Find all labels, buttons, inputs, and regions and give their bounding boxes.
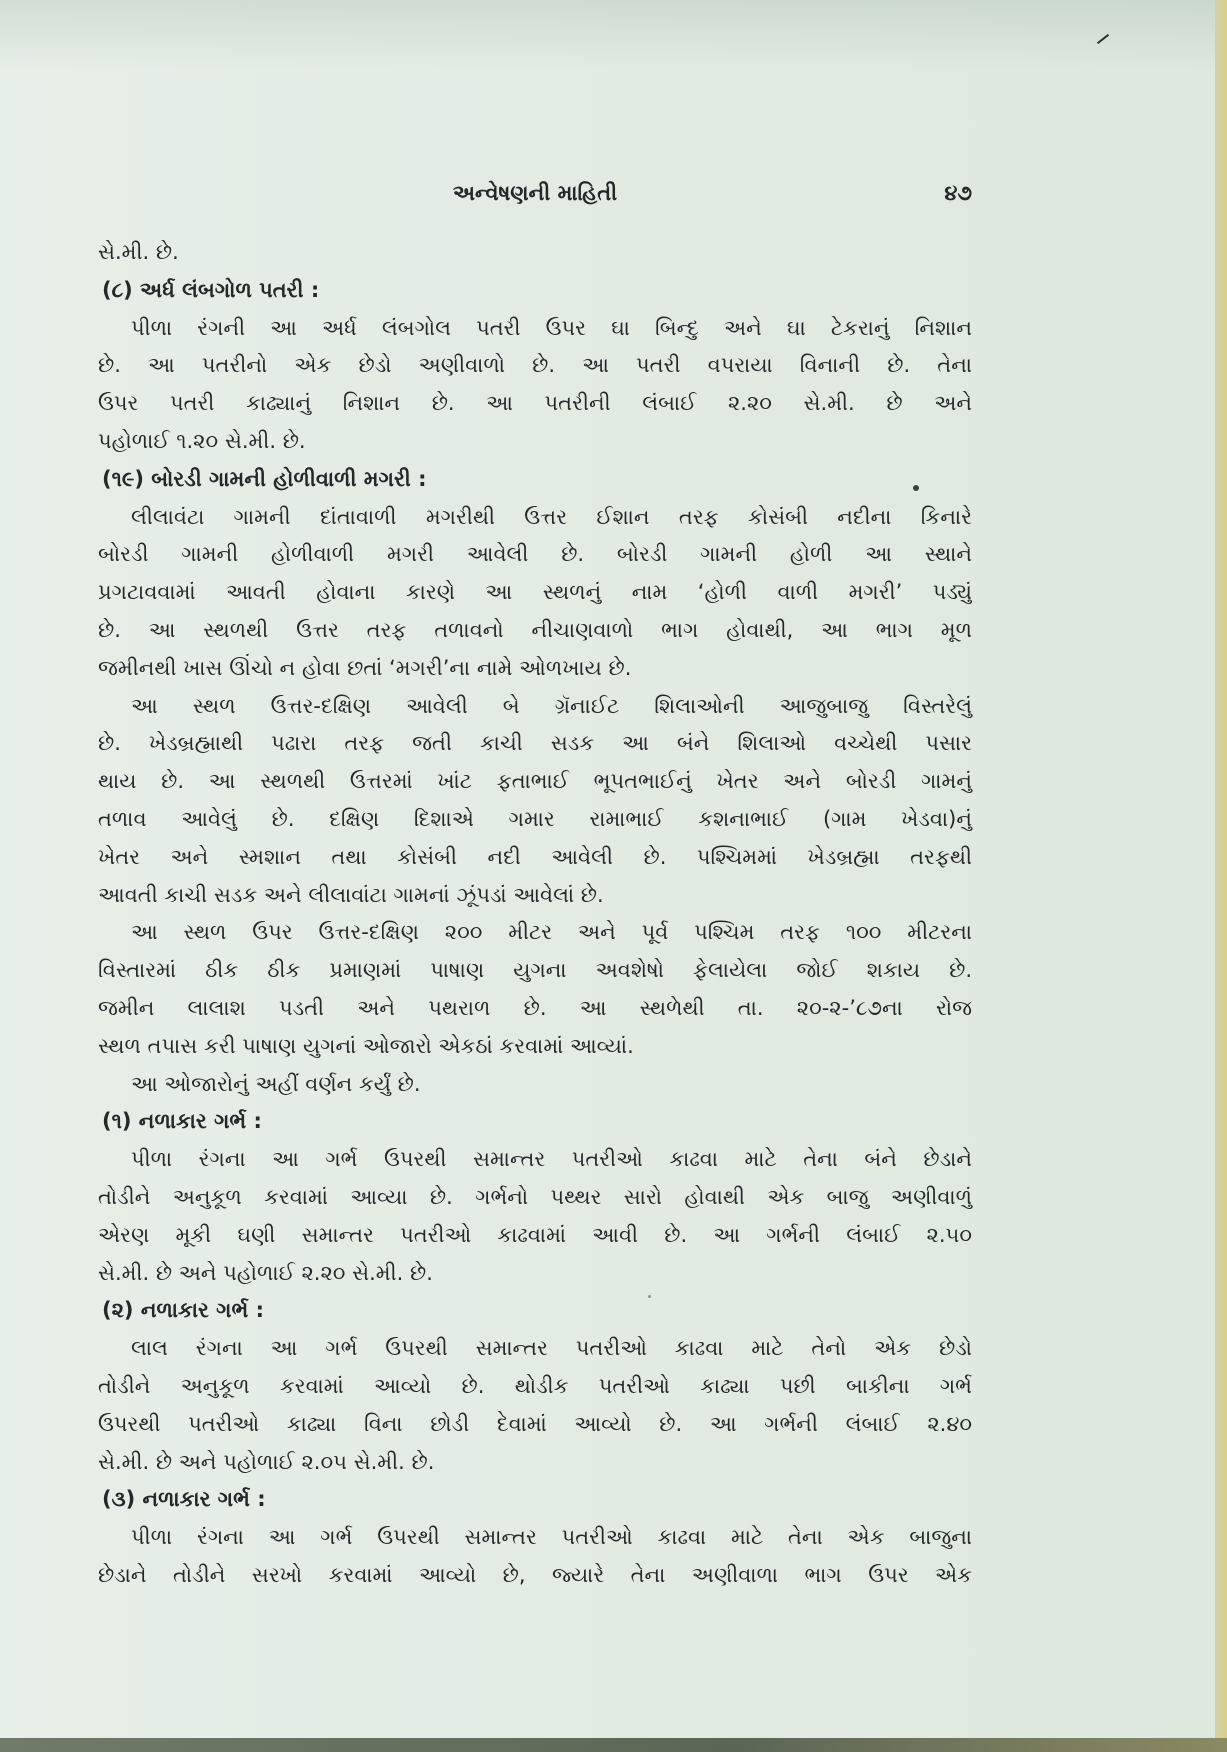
running-header-title: અન્વેષણની માહિતી bbox=[452, 181, 618, 205]
body-line: જમીનથી ખાસ ઊંચો ન હોવા છતાં ‘મગરી’ના નામે ઓળખાય છે. bbox=[98, 655, 632, 680]
section-heading bbox=[98, 461, 972, 499]
paragraph bbox=[98, 1141, 972, 1292]
body-line: પીળા રંગની આ અર્ધ લંબગોલ પતરી ઉપર ઘા બિન્દુ અને ઘા ટેકરાનું નિશાન bbox=[131, 315, 972, 340]
body-line: તોડીને અનુકૂળ કરવામાં આવ્યા છે. ગર્ભનો પથ્થર સારો હોવાથી એક બાજુ અણીવાળું bbox=[98, 1184, 972, 1209]
body-line: છે. આ સ્થળથી ઉત્તર તરફ તળાવનો નીચાણવાળો ભાગ હોવાથી, આ ભાગ મૂળ bbox=[98, 617, 972, 642]
paragraph bbox=[98, 1330, 972, 1481]
heading-text: (૮) અર્ધ લંબગોળ પતરી : bbox=[102, 277, 320, 302]
heading-text: (૧) નળાકાર ગર્ભ : bbox=[102, 1109, 262, 1134]
body-line: છે. ખેડબ્રહ્માથી પઢારા તરફ જતી કાચી સડક આ બંને શિલાઓ વચ્ચેથી પસાર bbox=[98, 731, 972, 756]
paragraph bbox=[98, 1519, 972, 1595]
body-line: પહોળાઈ ૧.૨૦ સે.મી. છે. bbox=[98, 428, 306, 453]
body-line: વિસ્તારમાં ઠીક ઠીક પ્રમાણમાં પાષાણ યુગના અવશેષો ફેલાયેલા જોઈ શકાય છે. bbox=[98, 958, 972, 983]
page-number: ૪૭ bbox=[944, 181, 972, 205]
heading-text: (૨) નળાકાર ગર્ભ : bbox=[102, 1298, 264, 1323]
body-line: છેડાને તોડીને સરખો કરવામાં આવ્યો છે, જ્યારે તેના અણીવાળા ભાગ ઉપર એક bbox=[98, 1562, 972, 1587]
paragraph bbox=[98, 499, 972, 688]
body-line: સે.મી. છે અને પહોળાઈ ૨.૦૫ સે.મી. છે. bbox=[98, 1449, 435, 1474]
body-line: જમીન લાલાશ પડતી અને પથરાળ છે. આ સ્થળેથી તા. ૨૦-૨-’૮૭ના રોજ bbox=[98, 995, 972, 1020]
body-line: ખેતર અને સ્મશાન તથા કોસંબી નદી આવેલી છે. પશ્ચિમમાં ખેડબ્રહ્મા તરફથી bbox=[98, 844, 972, 869]
paragraph bbox=[98, 688, 972, 915]
paragraph bbox=[98, 310, 972, 461]
paragraph bbox=[98, 914, 972, 1065]
body-line: તોડીને અનુકૂળ કરવામાં આવ્યો છે. થોડીક પતરીઓ કાઢ્યા પછી બાકીના ગર્ભ bbox=[98, 1373, 972, 1398]
body-line: થાય છે. આ સ્થળથી ઉત્તરમાં ખાંટ ફતાભાઈ ભૂપતભાઈનું ખેતર અને બોરડી ગામનું bbox=[98, 769, 972, 794]
continued-text bbox=[98, 234, 972, 272]
section-heading bbox=[98, 1481, 972, 1519]
body-line: આવતી કાચી સડક અને લીલાવાંટા ગામનાં ઝૂંપડાં આવેલાં છે. bbox=[98, 882, 604, 907]
body-line: આ સ્થળ ઉપર ઉત્તર-દક્ષિણ ૨૦૦ મીટર અને પૂર્વ પશ્ચિમ તરફ ૧૦૦ મીટરના bbox=[131, 920, 972, 945]
body-line: એરણ મૂકી ઘણી સમાન્તર પતરીઓ કાઢવામાં આવી છે. આ ગર્ભની લંબાઈ ૨.૫૦ bbox=[98, 1222, 972, 1247]
section-heading bbox=[98, 272, 972, 310]
body-line: ઉપર પતરી કાઢ્યાનું નિશાન છે. આ પતરીની લંબાઈ ૨.૨૦ સે.મી. છે અને bbox=[98, 391, 972, 416]
section-heading bbox=[98, 1292, 972, 1330]
body-line: આ ઓજારોનું અહીં વર્ણન કર્યું છે. bbox=[131, 1071, 421, 1096]
body-line: સે.મી. છે અને પહોળાઈ ૨.૨૦ સે.મી. છે. bbox=[98, 1260, 433, 1285]
heading-text: (૧૯) બોરડી ગામની હોળીવાળી મગરી : bbox=[102, 466, 427, 491]
body-text bbox=[98, 234, 972, 1595]
body-line: આ સ્થળ ઉત્તર-દક્ષિણ આવેલી બે ગ્રૅનાઈટ શિલાઓની આજુબાજુ વિસ્તરેલું bbox=[131, 693, 972, 718]
page-edge-bottom bbox=[0, 1738, 1227, 1752]
running-header bbox=[98, 178, 972, 208]
body-line: છે. આ પતરીનો એક છેડો અણીવાળો છે. આ પતરી વપરાયા વિનાની છે. તેના bbox=[98, 353, 972, 378]
body-line: પ્રગટાવવામાં આવતી હોવાના કારણે આ સ્થળનું નામ ‘હોળી વાળી મગરી’ પડ્યું bbox=[98, 580, 972, 605]
paragraph bbox=[98, 1066, 972, 1104]
body-line: બોરડી ગામની હોળીવાળી મગરી આવેલી છે. બોરડી ગામની હોળી આ સ્થાને bbox=[98, 542, 972, 567]
body-line: લાલ રંગના આ ગર્ભ ઉપરથી સમાન્તર પતરીઓ કાઢવા માટે તેનો એક છેડો bbox=[131, 1336, 972, 1361]
body-line: તળાવ આવેલું છે. દક્ષિણ દિશાએ ગમાર રામાભાઈ કશનાભાઈ (ગામ ખેડવા)નું bbox=[98, 806, 972, 831]
body-line: સ્થળ તપાસ કરી પાષાણ યુગનાં ઓજારો એકઠાં કરવામાં આવ્યાં. bbox=[98, 1033, 634, 1058]
pen-tick-mark bbox=[1097, 34, 1109, 44]
body-line: ઉપરથી પતરીઓ કાઢ્યા વિના છોડી દેવામાં આવ્યો છે. આ ગર્ભની લંબાઈ ૨.૪૦ bbox=[98, 1411, 972, 1436]
body-line: પીળા રંગના આ ગર્ભ ઉપરથી સમાન્તર પતરીઓ કાઢવા માટે તેના એક બાજુના bbox=[131, 1525, 972, 1550]
body-line: લીલાવંટા ગામની દાંતાવાળી મગરીથી ઉત્તર ઈશાન તરફ કોસંબી નદીના કિનારે bbox=[131, 504, 972, 529]
section-heading bbox=[98, 1103, 972, 1141]
heading-text: (૩) નળાકાર ગર્ભ : bbox=[102, 1487, 266, 1512]
body-line: પીળા રંગના આ ગર્ભ ઉપરથી સમાન્તર પતરીઓ કાઢવા માટે તેના બંને છેડાને bbox=[131, 1147, 972, 1172]
body-line: સે.મી. છે. bbox=[98, 240, 179, 264]
page-edge-right bbox=[1215, 0, 1227, 1740]
